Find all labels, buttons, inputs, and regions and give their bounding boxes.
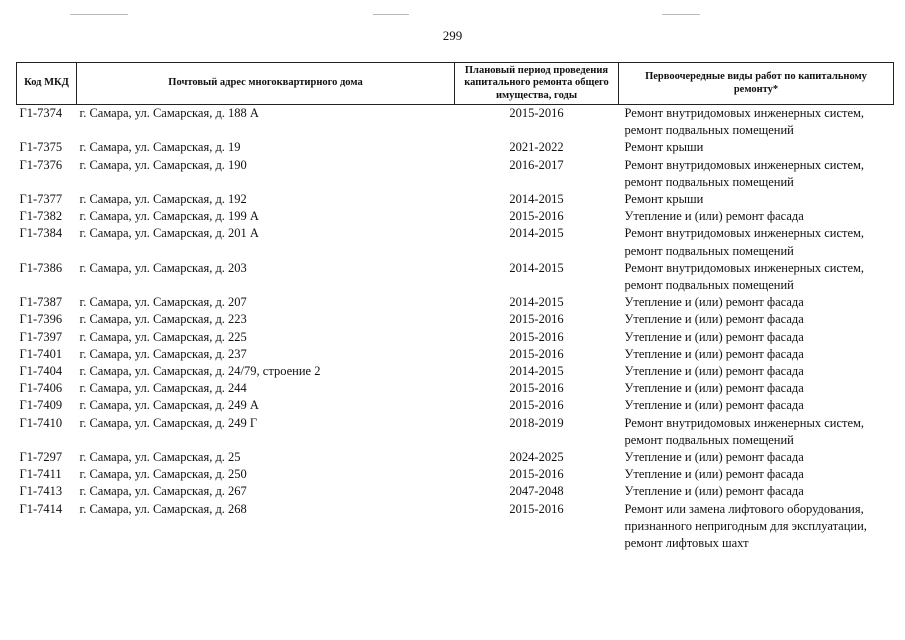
cell-code: Г1-7386 xyxy=(19,260,63,275)
cell-period: 2015-2016 xyxy=(509,467,564,482)
cell-code: Г1-7297 xyxy=(19,450,63,465)
works-line: Ремонт внутридомовых инженерных систем, xyxy=(624,106,865,120)
cell-period: 2015-2016 xyxy=(509,381,564,396)
scan-artifact-line xyxy=(373,14,409,15)
cell-period: 2014-2015 xyxy=(509,192,564,207)
cell-period: 2047-2048 xyxy=(509,484,564,499)
cell-period: 2016-2017 xyxy=(509,157,564,172)
cell-code: Г1-7410 xyxy=(19,415,63,430)
table-row xyxy=(17,191,894,208)
cell-period: 2014-2015 xyxy=(509,260,564,275)
table-row xyxy=(17,208,894,225)
cell-code: Г1-7375 xyxy=(19,140,63,155)
cell-works xyxy=(619,415,894,449)
table-row xyxy=(17,311,894,328)
header-address: Почтовый адрес многоквартирного дома xyxy=(77,63,455,105)
cell-works xyxy=(619,208,894,225)
cell-works xyxy=(619,329,894,346)
header-period: Плановый период проведения капитального ремонта общего имущества, годы xyxy=(455,63,619,105)
works-line: Утепление и (или) ремонт фасада xyxy=(624,346,804,361)
table-row xyxy=(17,415,894,449)
cell-works xyxy=(619,294,894,311)
cell-works xyxy=(619,380,894,397)
works-line: ремонт лифтовых шахт xyxy=(624,536,749,551)
cell-works xyxy=(619,191,894,208)
cell-address: г. Самара, ул. Самарская, д. 199 А xyxy=(79,209,259,224)
cell-address: г. Самара, ул. Самарская, д. 250 xyxy=(79,467,247,482)
cell-code: Г1-7396 xyxy=(19,312,63,327)
cell-code: Г1-7414 xyxy=(19,501,63,516)
works-line: ремонт подвальных помещений xyxy=(624,123,794,138)
works-line: признанного непригодным для эксплуатации, xyxy=(624,518,867,533)
cell-works xyxy=(619,260,894,294)
cell-code: Г1-7409 xyxy=(19,398,63,413)
works-line: Ремонт крыши xyxy=(624,192,704,207)
cell-period: 2014-2015 xyxy=(509,364,564,379)
cell-code: Г1-7397 xyxy=(19,329,63,344)
cell-address: г. Самара, ул. Самарская, д. 249 Г xyxy=(79,415,258,430)
works-line: Ремонт внутридомовых инженерных систем, xyxy=(624,226,865,241)
cell-code: Г1-7406 xyxy=(19,381,63,396)
cell-works xyxy=(619,449,894,466)
cell-address: г. Самара, ул. Самарская, д. 188 А xyxy=(79,106,259,120)
works-line: Утепление и (или) ремонт фасада xyxy=(624,209,804,224)
works-line: Утепление и (или) ремонт фасада xyxy=(624,329,804,344)
cell-period: 2015-2016 xyxy=(509,501,564,516)
cell-period: 2015-2016 xyxy=(509,346,564,361)
works-line: Ремонт внутридомовых инженерных систем, xyxy=(624,415,865,430)
cell-period: 2014-2015 xyxy=(509,295,564,310)
table-row xyxy=(17,294,894,311)
cell-address: г. Самара, ул. Самарская, д. 244 xyxy=(79,381,247,396)
works-line: Утепление и (или) ремонт фасада xyxy=(624,450,804,465)
cell-code: Г1-7382 xyxy=(19,209,63,224)
cell-works xyxy=(619,363,894,380)
cell-address: г. Самара, ул. Самарская, д. 192 xyxy=(79,192,247,207)
cell-address: г. Самара, ул. Самарская, д. 25 xyxy=(79,450,241,465)
cell-period: 2015-2016 xyxy=(509,209,564,224)
table-row xyxy=(17,380,894,397)
cell-address: г. Самара, ул. Самарская, д. 268 xyxy=(79,501,247,516)
cell-address: г. Самара, ул. Самарская, д. 237 xyxy=(79,346,247,361)
works-line: Ремонт внутридомовых инженерных систем, xyxy=(624,157,865,172)
works-line: Ремонт внутридомовых инженерных систем, xyxy=(624,260,865,275)
cell-period: 2015-2016 xyxy=(509,329,564,344)
works-line: ремонт подвальных помещений xyxy=(624,432,794,447)
cell-code: Г1-7374 xyxy=(19,106,63,120)
cell-address: г. Самара, ул. Самарская, д. 201 А xyxy=(79,226,259,241)
works-line: Ремонт или замена лифтового оборудования, xyxy=(624,501,864,516)
cell-address: г. Самара, ул. Самарская, д. 203 xyxy=(79,260,247,275)
works-line: Утепление и (или) ремонт фасада xyxy=(624,364,804,379)
cell-period: 2024-2025 xyxy=(509,450,564,465)
table-row xyxy=(17,225,894,259)
table-header-row xyxy=(17,63,894,105)
cell-works xyxy=(619,483,894,500)
table-row xyxy=(17,363,894,380)
scan-artifact-line xyxy=(70,14,128,15)
works-line: ремонт подвальных помещений xyxy=(624,174,794,189)
cell-works xyxy=(619,397,894,414)
cell-code: Г1-7401 xyxy=(19,346,63,361)
cell-works xyxy=(619,225,894,259)
cell-works xyxy=(619,157,894,191)
works-line: ремонт подвальных помещений xyxy=(624,278,794,293)
page-number: 299 xyxy=(442,28,463,43)
works-line: Утепление и (или) ремонт фасада xyxy=(624,467,804,482)
works-line: ремонт подвальных помещений xyxy=(624,243,794,258)
cell-address: г. Самара, ул. Самарская, д. 207 xyxy=(79,295,247,310)
table-row xyxy=(17,260,894,294)
table-row xyxy=(17,346,894,363)
cell-code: Г1-7376 xyxy=(19,157,63,172)
cell-address: г. Самара, ул. Самарская, д. 190 xyxy=(79,157,247,172)
cell-works xyxy=(619,501,894,553)
cell-works xyxy=(619,139,894,156)
header-code: Код МКД xyxy=(17,63,77,105)
table-body xyxy=(17,105,894,553)
cell-works xyxy=(619,466,894,483)
table-row xyxy=(17,139,894,156)
cell-address: г. Самара, ул. Самарская, д. 249 А xyxy=(79,398,259,413)
cell-address: г. Самара, ул. Самарская, д. 223 xyxy=(79,312,247,327)
cell-address: г. Самара, ул. Самарская, д. 225 xyxy=(79,329,247,344)
table-row xyxy=(17,157,894,191)
table-row xyxy=(17,483,894,500)
cell-address: г. Самара, ул. Самарская, д. 267 xyxy=(79,484,247,499)
cell-code: Г1-7411 xyxy=(19,467,62,482)
works-line: Утепление и (или) ремонт фасада xyxy=(624,484,804,499)
cell-address: г. Самара, ул. Самарская, д. 19 xyxy=(79,140,241,155)
table-row xyxy=(17,501,894,553)
works-line: Утепление и (или) ремонт фасада xyxy=(624,381,804,396)
table-row xyxy=(17,449,894,466)
works-line: Ремонт крыши xyxy=(624,140,704,155)
cell-address: г. Самара, ул. Самарская, д. 24/79, строение 2 xyxy=(79,364,321,379)
cell-works xyxy=(619,105,894,140)
table-row xyxy=(17,105,894,140)
cell-code: Г1-7384 xyxy=(19,226,63,241)
header-works: Первоочередные виды работ по капитальному ремонту* xyxy=(619,63,894,105)
cell-code: Г1-7377 xyxy=(19,192,63,207)
cell-period: 2015-2016 xyxy=(509,106,564,120)
cell-period: 2015-2016 xyxy=(509,398,564,413)
table-row xyxy=(17,329,894,346)
works-line: Утепление и (или) ремонт фасада xyxy=(624,398,804,413)
cell-period: 2015-2016 xyxy=(509,312,564,327)
table-row xyxy=(17,397,894,414)
cell-works xyxy=(619,311,894,328)
cell-code: Г1-7413 xyxy=(19,484,63,499)
works-line: Утепление и (или) ремонт фасада xyxy=(624,295,804,310)
cell-period: 2021-2022 xyxy=(509,140,564,155)
cell-period: 2014-2015 xyxy=(509,226,564,241)
cell-works xyxy=(619,346,894,363)
table-row xyxy=(17,466,894,483)
works-line: Утепление и (или) ремонт фасада xyxy=(624,312,804,327)
cell-period: 2018-2019 xyxy=(509,415,564,430)
capital-repair-table xyxy=(16,62,894,552)
scan-artifact-line xyxy=(662,14,700,15)
cell-code: Г1-7404 xyxy=(19,364,63,379)
cell-code: Г1-7387 xyxy=(19,295,63,310)
